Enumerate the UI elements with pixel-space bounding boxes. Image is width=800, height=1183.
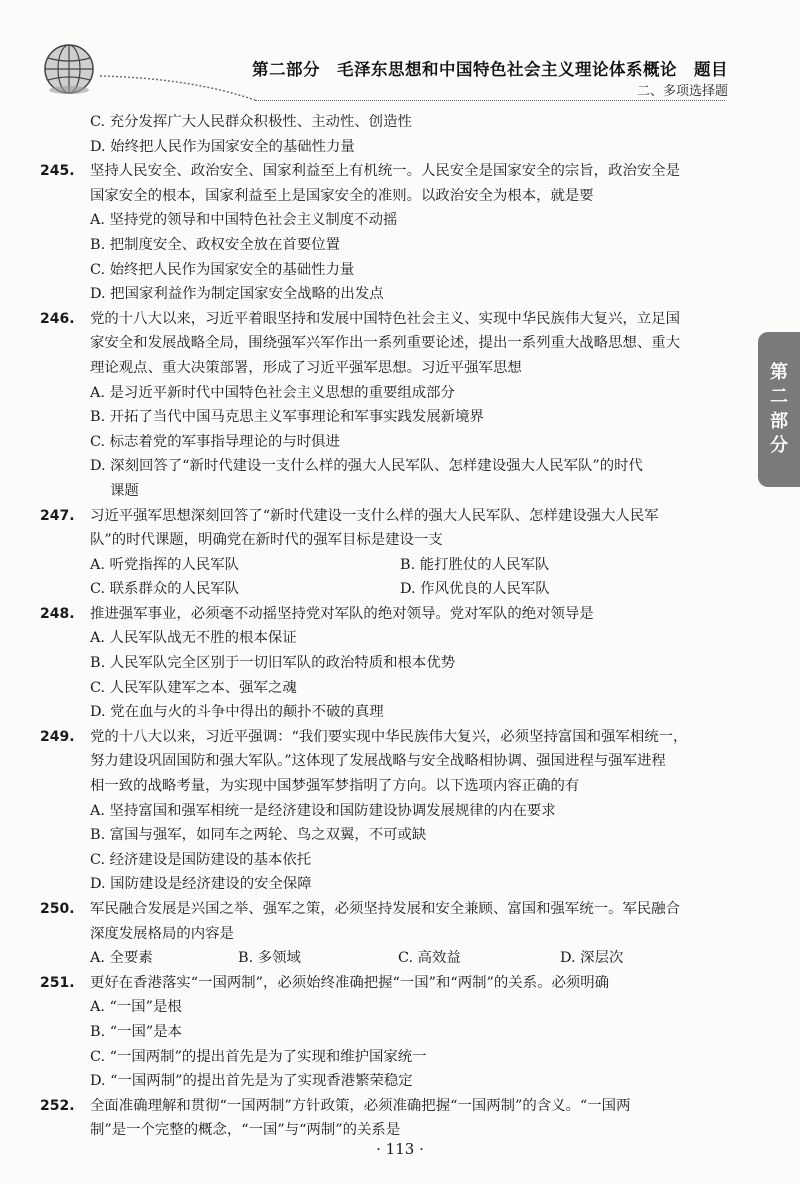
question bbox=[40, 159, 730, 208]
question-number: 246. bbox=[40, 310, 75, 327]
option-row bbox=[40, 577, 730, 602]
header-title: 第二部分 毛泽东思想和中国特色社会主义理论体系概论 题目 bbox=[252, 60, 728, 79]
question-text: 全面准确理解和贯彻“一国两制”方针政策，必须准确把握“一国两制”的含义。“一国两 bbox=[90, 1097, 631, 1114]
option: B. 把制度安全、政权安全放在首要位置 bbox=[90, 236, 340, 253]
question-text: 军民融合发展是兴国之举、强军之策，必须坚持发展和安全兼顾、富国和强军统一。军民融合 bbox=[90, 901, 681, 917]
question bbox=[40, 725, 730, 799]
question-text: 相一致的战略考量，为实现中国梦强军梦指明了方向。以下选项内容正确的有 bbox=[90, 778, 580, 795]
question bbox=[40, 504, 730, 553]
question-text: 坚持人民安全、政治安全、国家利益至上有机统一。人民安全是国家安全的宗旨，政治安全是 bbox=[90, 163, 681, 180]
question-number: 252. bbox=[40, 1097, 75, 1114]
question-text: 队”的时代课题，明确党在新时代的强军目标是建设一支 bbox=[90, 532, 443, 549]
option-row bbox=[40, 553, 730, 578]
option: D. 国防建设是经济建设的安全保障 bbox=[90, 876, 312, 893]
page-number: · 113 · bbox=[376, 1140, 424, 1158]
option: D. 把国家利益作为制定国家安全战略的出发点 bbox=[90, 286, 384, 303]
section-tab bbox=[758, 332, 800, 487]
question-text: 习近平强军思想深刻回答了“新时代建设一支什么样的强大人民军队、怎样建设强大人民军 bbox=[90, 507, 659, 524]
question bbox=[40, 971, 730, 996]
question-text: 国家安全的根本，国家利益至上是国家安全的准则。以政治安全为根本，就是要 bbox=[90, 187, 594, 204]
question-number: 249. bbox=[40, 728, 75, 745]
question-number: 248. bbox=[40, 605, 75, 622]
option: C. 标志着党的军事指导理论的与时俱进 bbox=[90, 433, 340, 450]
question-text: 制”是一个完整的概念，“一国”与“两制”的关系是 bbox=[90, 1122, 401, 1139]
option: D. 党在血与火的斗争中得出的颠扑不破的真理 bbox=[90, 704, 384, 721]
option: B. 富国与强军，如同车之两轮、鸟之双翼，不可或缺 bbox=[90, 827, 427, 844]
question-text: 深度发展格局的内容是 bbox=[90, 925, 234, 942]
header-subtitle: 二、多项选择题 bbox=[636, 84, 728, 99]
option: D. 深层次 bbox=[560, 950, 624, 967]
question-number: 251. bbox=[40, 974, 75, 991]
question-list bbox=[40, 110, 730, 1143]
question-text: 更好在香港落实“一国两制”，必须始终准确把握“一国”和“两制”的关系。必须明确 bbox=[90, 974, 610, 991]
option: D. “一国两制”的提出首先是为了实现香港繁荣稳定 bbox=[90, 1073, 413, 1090]
option: A. 全要素 bbox=[90, 950, 153, 967]
option: A. 听党指挥的人民军队 bbox=[90, 556, 240, 573]
option: C. 经济建设是国防建设的基本依托 bbox=[90, 851, 312, 868]
section-tab-char: 第 bbox=[770, 361, 788, 383]
question-text: 党的十八大以来，习近平着眼坚持和发展中国特色社会主义、实现中华民族伟大复兴，立足国 bbox=[90, 310, 681, 327]
option: D. 作风优良的人民军队 bbox=[400, 581, 550, 598]
option: C. 联系群众的人民军队 bbox=[90, 581, 240, 598]
option: D. 始终把人民作为国家安全的基础性力量 bbox=[90, 138, 355, 155]
option: C. 高效益 bbox=[398, 950, 461, 967]
option: C. 始终把人民作为国家安全的基础性力量 bbox=[90, 261, 355, 278]
option: A. “一国”是根 bbox=[90, 999, 182, 1016]
option: A. 坚持党的领导和中国特色社会主义制度不动摇 bbox=[90, 212, 398, 229]
question-text: 家安全和发展战略全局，围绕强军兴军作出一系列重要论述，提出一系列重大战略思想、重大 bbox=[90, 335, 681, 352]
header-curve-divider bbox=[100, 70, 260, 102]
question-text: 理论观点、重大决策部署，形成了习近平强军思想。习近平强军思想 bbox=[90, 359, 522, 376]
option: B. “一国”是本 bbox=[90, 1023, 183, 1040]
section-tab-char: 二 bbox=[770, 386, 788, 408]
option: C. 充分发挥广大人民群众积极性、主动性、创造性 bbox=[90, 114, 412, 130]
question bbox=[40, 1094, 730, 1143]
question-number: 247. bbox=[40, 507, 75, 524]
option-continuation: 课题 bbox=[110, 482, 139, 499]
option: B. 多领域 bbox=[238, 950, 301, 967]
question-text: 党的十八大以来，习近平强调：“我们要实现中华民族伟大复兴，必须坚持富国和强军相统一， bbox=[90, 728, 688, 745]
question bbox=[40, 897, 730, 946]
option: C. “一国两制”的提出首先是为了实现和维护国家统一 bbox=[90, 1048, 427, 1065]
option: A. 是习近平新时代中国特色社会主义思想的重要组成部分 bbox=[90, 384, 455, 401]
option: D. 深刻回答了“新时代建设一支什么样的强大人民军队、怎样建设强大人民军队”的时代 bbox=[90, 458, 643, 475]
option: B. 能打胜仗的人民军队 bbox=[400, 556, 550, 573]
option: B. 开拓了当代中国马克思主义军事理论和军事实践发展新境界 bbox=[90, 409, 484, 426]
option: B. 人民军队完全区别于一切旧军队的政治特质和根本优势 bbox=[90, 655, 456, 672]
question-text: 推进强军事业，必须毫不动摇坚持党对军队的绝对领导。党对军队的绝对领导是 bbox=[90, 605, 594, 622]
section-tab-char: 分 bbox=[770, 434, 788, 456]
option: C. 人民军队建军之本、强军之魂 bbox=[90, 679, 297, 696]
option: A. 坚持富国和强军相统一是经济建设和国防建设协调发展规律的内在要求 bbox=[90, 802, 556, 819]
question bbox=[40, 602, 730, 627]
globe-icon bbox=[40, 40, 98, 98]
option-row bbox=[40, 946, 730, 971]
section-tab-char: 部 bbox=[770, 410, 788, 432]
question-number: 250. bbox=[40, 901, 75, 917]
page-header bbox=[0, 0, 800, 105]
header-divider bbox=[255, 100, 725, 101]
question-text: 努力建设巩固国防和强大军队。”这体现了发展战略与安全战略相协调、强国进程与强军进程 bbox=[90, 753, 666, 770]
option: A. 人民军队战无不胜的根本保证 bbox=[90, 630, 297, 647]
question-number: 245. bbox=[40, 163, 75, 180]
question bbox=[40, 307, 730, 381]
